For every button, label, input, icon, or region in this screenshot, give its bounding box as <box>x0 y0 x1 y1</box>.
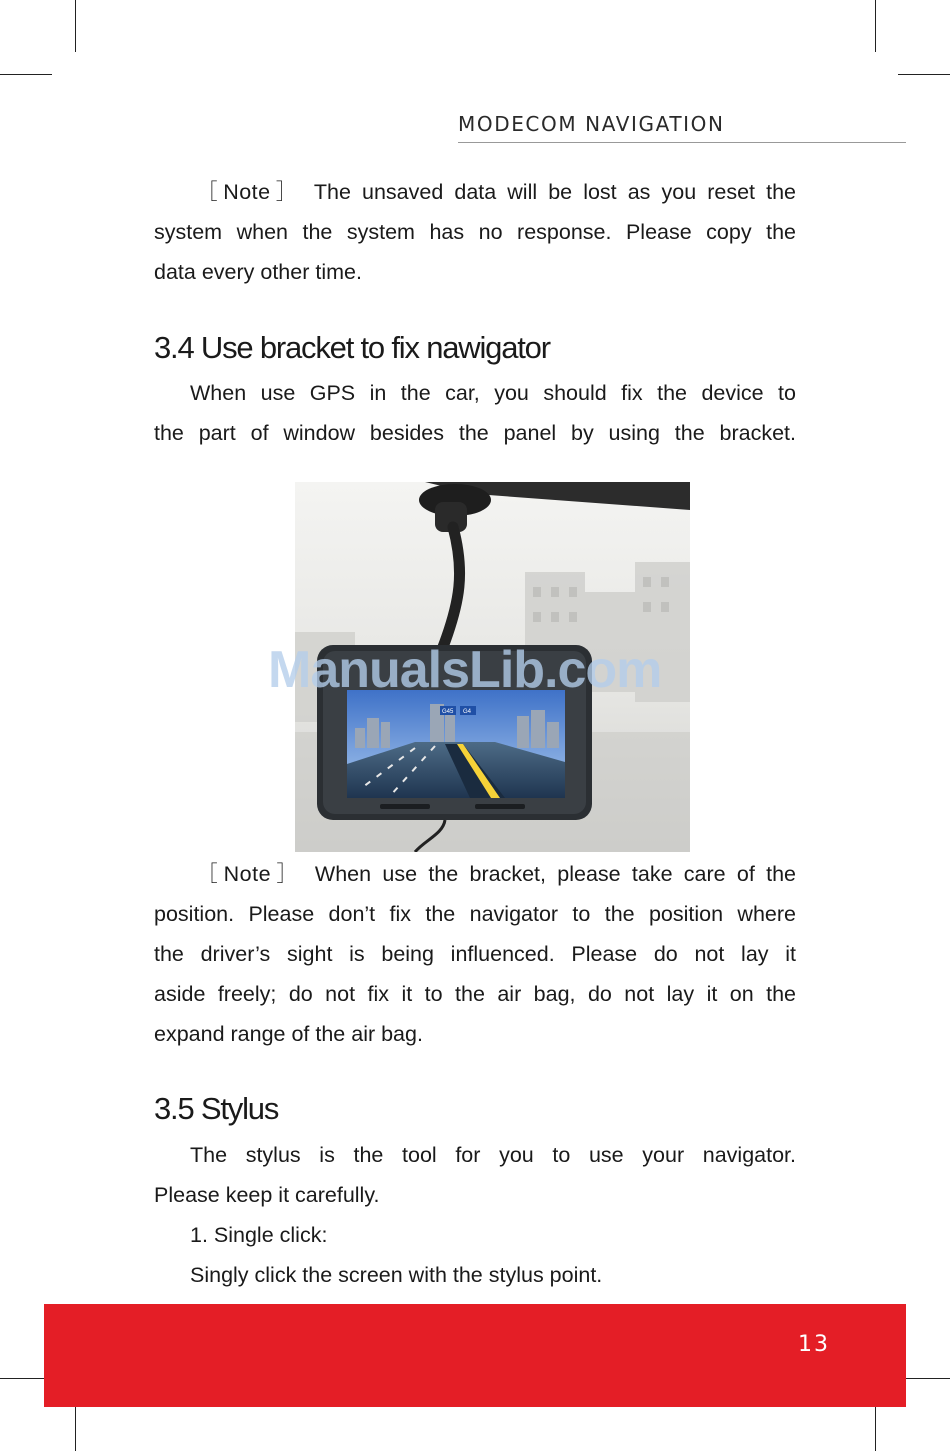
section-heading-3-4: 3.4 Use bracket to fix nawigator <box>154 330 550 365</box>
list-item-description: Singly click the screen with the stylus point. <box>190 1263 603 1287</box>
page-number: 13 <box>798 1332 830 1357</box>
watermark: ManualsLib.com <box>268 641 662 699</box>
body-text: When use GPS in the car, you should fix the device to <box>190 381 796 405</box>
note-tag: ［Note］ <box>191 862 304 886</box>
note-text: When use the bracket, please take care of the <box>303 862 797 886</box>
note-text: The unsaved data will be lost as you reset the <box>302 180 796 204</box>
header-title: MODECOM NAVIGATION <box>458 112 725 136</box>
header-rule <box>458 142 906 143</box>
note-text: system when the system has no response. Please copy the <box>154 220 796 244</box>
section-3-4-body <box>154 373 796 453</box>
note-text: the driver’s sight is being influenced. Please do not lay it <box>154 942 796 966</box>
note-paragraph-2 <box>154 854 796 1054</box>
note-text: position. Please don’t fix the navigator to the position where <box>154 902 796 926</box>
section-3-5-body <box>154 1135 796 1215</box>
note-text: expand range of the air bag. <box>154 1022 423 1046</box>
note-tag: ［Note］ <box>191 180 303 204</box>
section-heading-3-5: 3.5 Stylus <box>154 1091 279 1126</box>
crop-mark <box>75 0 76 52</box>
road-sign-text: G4 <box>463 709 472 715</box>
note-text: aside freely; do not fix it to the air bag, do not lay it on the <box>154 982 796 1006</box>
road-sign-text: G45 <box>442 709 454 715</box>
crop-mark <box>875 0 876 52</box>
body-text: The stylus is the tool for you to use your navigator. <box>190 1143 796 1167</box>
body-text: the part of window besides the panel by using the bracket. <box>154 421 796 445</box>
list-item-single-click: 1. Single click: <box>190 1223 328 1247</box>
body-text: Please keep it carefully. <box>154 1183 380 1207</box>
crop-mark <box>0 74 52 75</box>
crop-mark <box>898 74 950 75</box>
note-paragraph-1 <box>154 172 796 292</box>
note-text: data every other time. <box>154 260 362 284</box>
footer-bar <box>44 1304 906 1407</box>
